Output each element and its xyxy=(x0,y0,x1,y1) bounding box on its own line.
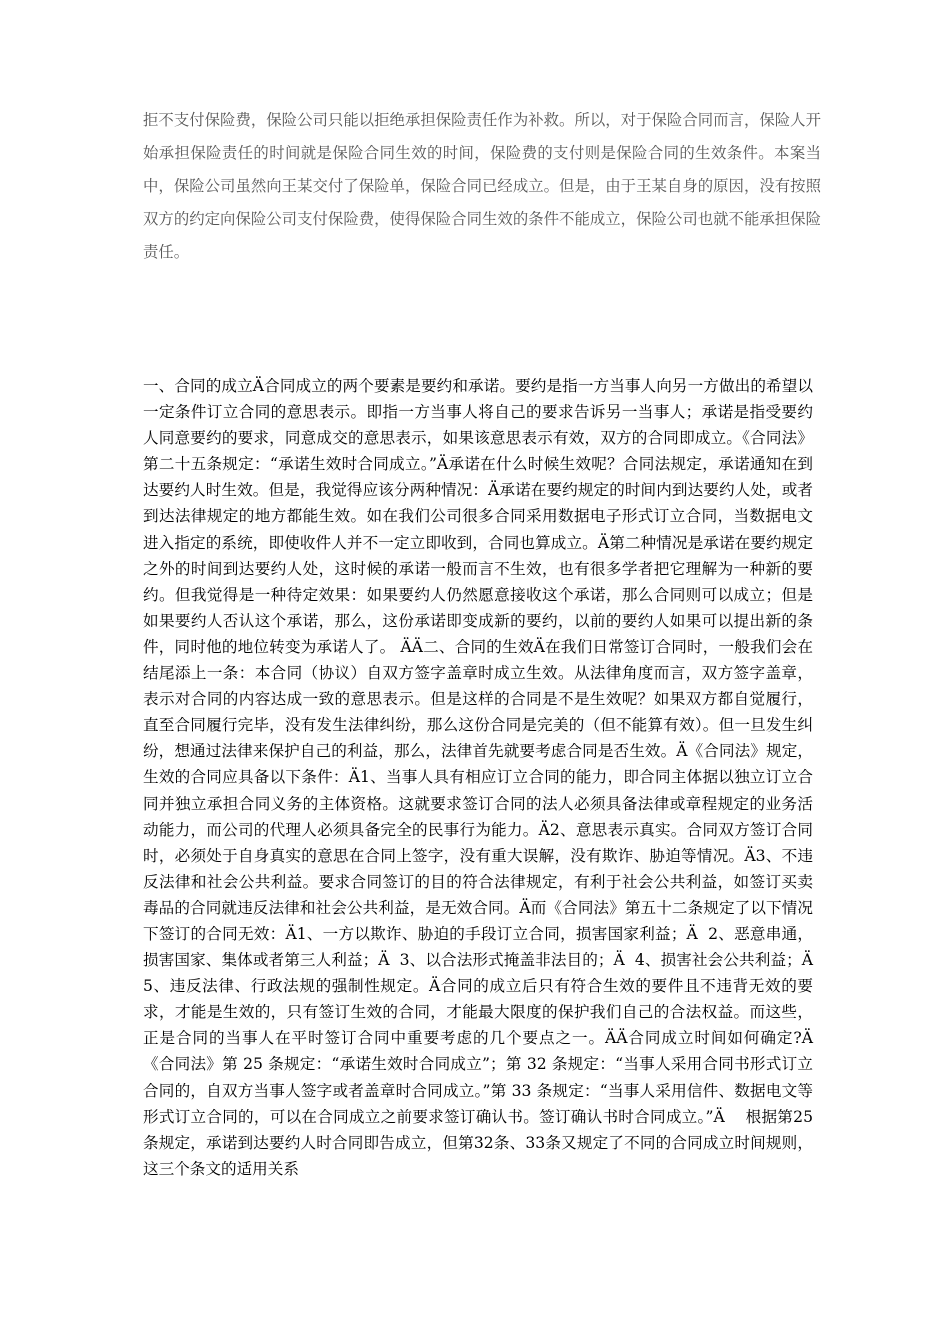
paragraph-insurance-contract: 拒不支付保险费，保险公司只能以拒绝承担保险责任作为补救。所以，对于保险合同而言，保险人开始承担保险责任的时间就是保险合同生效的时间，保险费的支付则是保险合同的生效条件。本案当中，保险公司虽然向王某交付了保险单，保险合同已经成立。但是，由于王某自身的原因，没有按照双方的约定向保险公司支付保险费，使得保险合同生效的条件不能成立，保险公司也就不能承担保险责任。 xyxy=(143,111,821,261)
paragraph-contract-formation: 一、合同的成立Ä合同成立的两个要素是要约和承诺。要约是指一方当事人向另一方做出的希望以一定条件订立合同的意思表示。即指一方当事人将自己的要求告诉另一当事人；承诺是指受要约人同意要约的要求，同意成交的意思表示，如果该意思表示有效，双方的合同即成立。《合同法》第二十五条规定：“承诺生效时合同成立。”Ä承诺在什么时候生效呢？合同法规定，承诺通知在到达要约人时生效。但是，我觉得应该分两种情况：Ä承诺在要约规定的时间内到达要约人处，或者到达法律规定的地方都能生效。如在我们公司很多合同采用数据电子形式订立合同，当数据电文进入指定的系统，即使收件人并不一定立即收到，合同也算成立。Ä第二种情况是承诺在要约规定之外的时间到达要约人处，这时候的承诺一般而言不生效，也有很多学者把它理解为一种新的要约。但我觉得是一种待定效果：如果要约人仍然愿意接收这个承诺，那么合同则可以成立；但是如果要约人否认这个承诺，那么，这份承诺即变成新的要约，以前的要约人如果可以提出新的条件，同时他的地位转变为承诺人了。 ÄÄ二、合同的生效Ä在我们日常签订合同时，一般我们会在结尾添上一条：本合同（协议）自双方签字盖章时成立生效。从法律角度而言，双方签字盖章，表示对合同的内容达成一致的意思表示。但是这样的合同是不是生效呢？如果双方都自觉履行，直至合同履行完毕，没有发生法律纠纷，那么这份合同是完美的（但不能算有效）。但一旦发生纠纷，想通过法律来保护自己的利益，那么，法律首先就要考虑合同是否生效。Ä《合同法》规定，生效的合同应具备以下条件：Ä1、当事人具有相应订立合同的能力，即合同主体据以独立订立合同并独立承担合同义务的主体资格。这就要求签订合同的法人必须具备法律或章程规定的业务活动能力，而公司的代理人必须具备完全的民事行为能力。Ä2、意思表示真实。合同双方签订合同时，必须处于自身真实的意思在合同上签字，没有重大误解，没有欺诈、胁迫等情况。Ä3、不违反法律和社会公共利益。要求合同签订的目的符合法律规定，有利于社会公共利益，如签订买卖毒品的合同就违反法律和社会公共利益，是无效合同。Ä而《合同法》第五十二条规定了以下情况下签订的合同无效：Ä1、一方以欺诈、胁迫的手段订立合同，损害国家利益；Ä 2、恶意串通，损害国家、集体或者第三人利益；Ä 3、以合法形式掩盖非法目的；Ä 4、损害社会公共利益；Ä 5、违反法律、行政法规的强制性规定。Ä合同的成立后只有符合生效的要件且不违背无效的要求，才能是生效的，只有签订生效的合同，才能最大限度的保护我们自己的合法权益。而这些，正是合同的当事人在平时签订合同中重要考虑的几个要点之一。ÄÄ合同成立时间如何确定?Ä 《合同法》第 25 条规定：“承诺生效时合同成立”；第 32 条规定：“当事人采用合同书形式订立合同的，自双方当事人签字或者盖章时合同成立。”第 33 条规定：“当事人采用信件、数据电文等形式订立合同的，可以在合同成立之前要求签订确认书。签订确认书时合同成立。”Ä 根据第25条规定，承诺到达要约人时合同即告成立，但第32条、33条又规定了不同的合同成立时间规则，这三个条文的适用关系 xyxy=(143,377,833,1178)
